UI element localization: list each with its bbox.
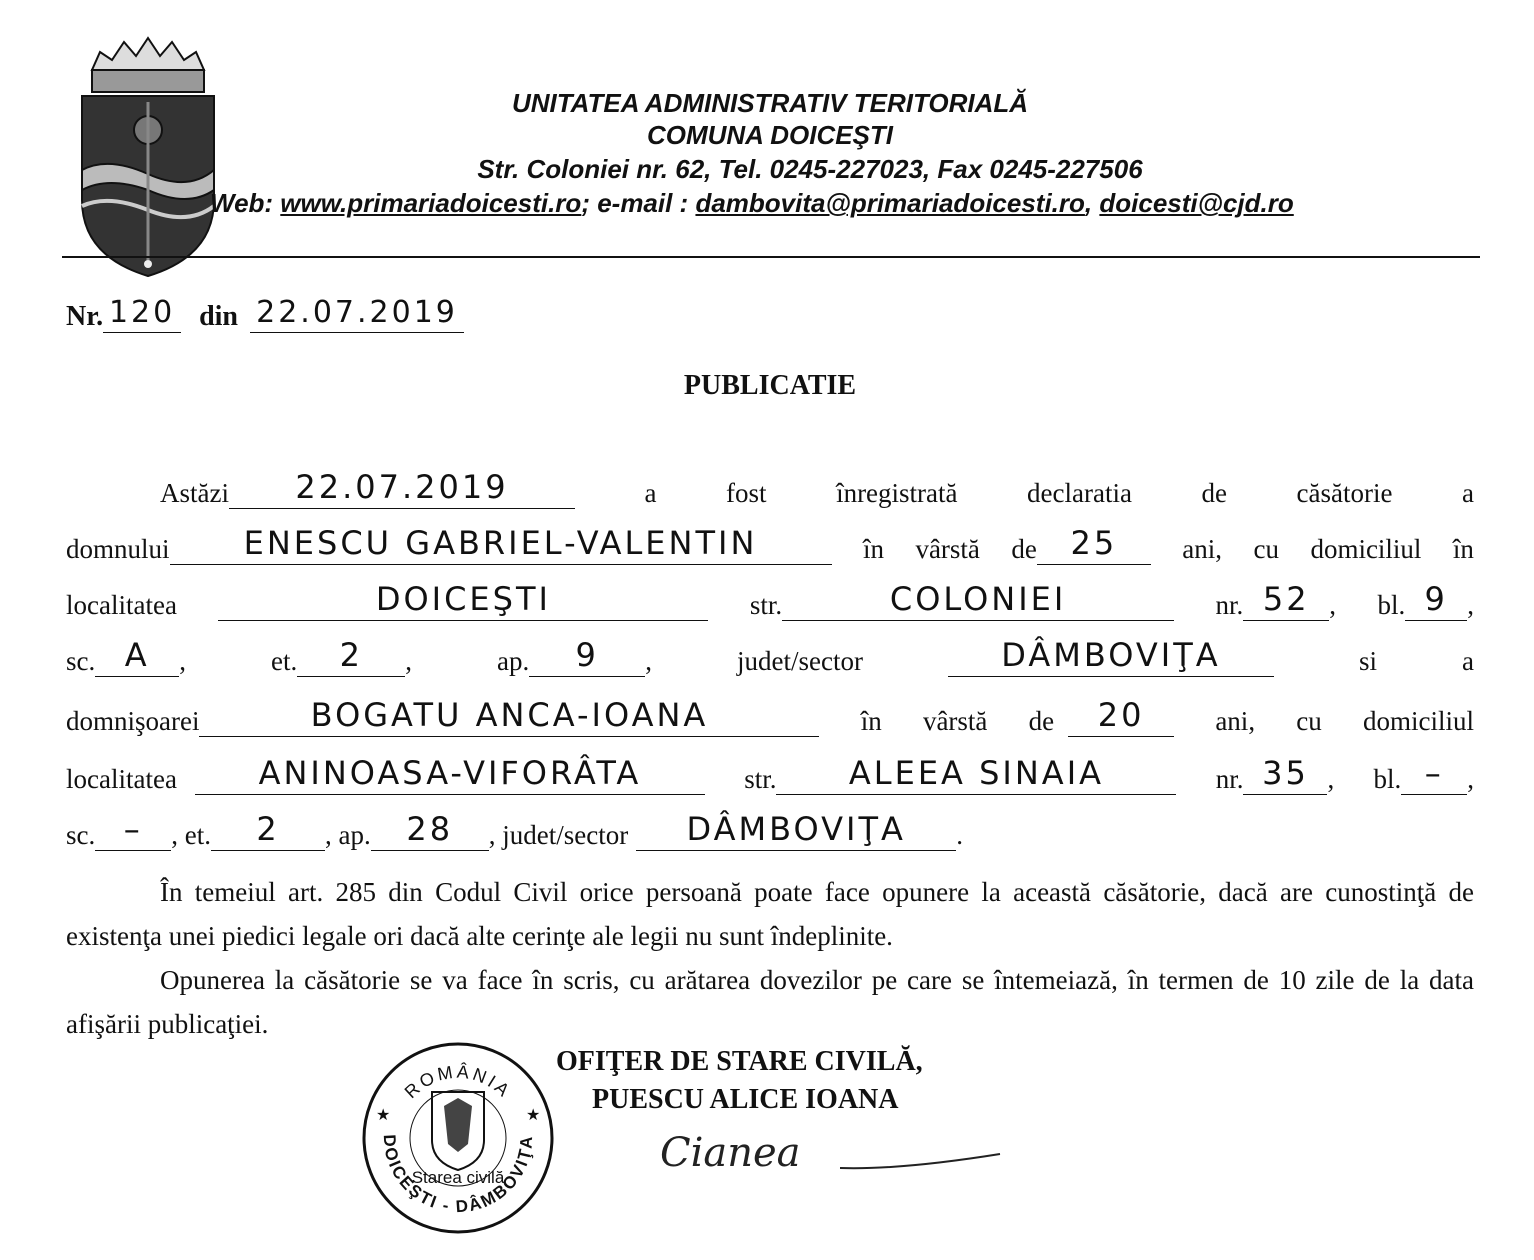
date-value: 22.07.2019 <box>256 295 458 330</box>
text: căsătorie <box>1296 478 1393 508</box>
bride-locality-field <box>195 754 705 795</box>
text: domiciliul <box>1363 706 1474 736</box>
bride-bl: – <box>1424 754 1444 792</box>
groom-nr: 52 <box>1262 580 1310 618</box>
header-commune: COMUNA DOICEŞTI <box>646 120 894 150</box>
stamp-top-text: ROMÂNIA <box>400 1061 516 1103</box>
bride-name: BOGATU ANCA-IOANA <box>310 696 709 734</box>
nr-field <box>103 295 181 333</box>
text: si <box>1358 646 1377 676</box>
date-field <box>250 295 464 333</box>
groom-locality: DOICEŞTI <box>375 580 551 618</box>
text: sc. <box>66 646 96 676</box>
bride-ap-field <box>371 810 489 851</box>
email-separator: , <box>1084 188 1100 218</box>
line-7 <box>66 810 963 851</box>
text: , <box>645 646 652 676</box>
text: , <box>179 646 186 676</box>
text: bl. <box>1377 590 1406 620</box>
line-3 <box>66 580 1474 621</box>
line-6 <box>66 754 1474 795</box>
bride-age-field <box>1068 696 1174 737</box>
text: , ap. <box>325 820 371 850</box>
text: judet/sector <box>736 646 863 676</box>
header-divider <box>62 256 1480 258</box>
groom-street: COLONIEI <box>889 580 1067 618</box>
astazi-label: Astăzi <box>160 478 229 508</box>
line-5 <box>66 696 1474 737</box>
text: declaratia <box>1027 478 1132 508</box>
groom-age-field <box>1037 524 1151 565</box>
bride-name-field <box>199 696 819 737</box>
text: localitatea <box>66 764 177 794</box>
text: localitatea <box>66 590 177 620</box>
email-link-2[interactable]: doicesti@cjd.ro <box>1099 188 1294 218</box>
officer-role: OFIŢER DE STARE CIVILĂ, <box>556 1046 923 1077</box>
bride-county-field <box>636 810 956 851</box>
text: et. <box>271 646 298 676</box>
bride-nr: 35 <box>1262 754 1309 792</box>
bride-sc: – <box>123 810 143 848</box>
text: , <box>405 646 412 676</box>
text: fost <box>726 478 767 508</box>
nr-value: 120 <box>108 295 176 330</box>
groom-name-field <box>170 524 832 565</box>
groom-bl-field <box>1405 580 1467 621</box>
groom-locality-field <box>218 580 708 621</box>
text: ani, <box>1215 706 1256 736</box>
text: , judet/sector <box>488 820 629 850</box>
din-label: din <box>199 301 239 332</box>
registration-date: 22.07.2019 <box>295 468 509 506</box>
bride-bl-field <box>1401 754 1467 795</box>
coat-of-arms-logo <box>78 30 238 280</box>
bride-locality: ANINOASA-VIFORÂTA <box>258 754 642 792</box>
email-label: ; e-mail : <box>581 188 696 218</box>
text: vârstă <box>922 706 988 736</box>
text: . <box>956 820 963 850</box>
stamp-bottom-text: DOICEŞTI - DÂMBOVIŢA <box>379 1133 537 1217</box>
groom-street-field <box>782 580 1174 621</box>
text: de <box>1201 478 1227 508</box>
handwritten-signature: Cianea <box>660 1130 801 1176</box>
text: a <box>644 478 657 508</box>
text: în <box>1452 534 1474 564</box>
legal-paragraph-1: În temeiul art. 285 din Codul Civil orice persoană poate face opunere la această căsătorie, dacă are cunostinţă de existenţa unei piedici legale ori dacă alte cerinţe ale legii nu sunt îndeplinite. <box>66 877 1474 951</box>
groom-et-field <box>297 636 405 677</box>
signature-stroke <box>840 1146 1010 1176</box>
text: în <box>860 706 882 736</box>
web-link[interactable]: www.primariadoicesti.ro <box>280 188 582 218</box>
text: bl. <box>1373 764 1402 794</box>
civil-status-stamp <box>360 1040 556 1236</box>
text: domiciliul <box>1310 534 1422 564</box>
text: înregistrată <box>836 478 958 508</box>
groom-ap-field <box>529 636 645 677</box>
line-4 <box>66 636 1474 677</box>
text: în <box>862 534 884 564</box>
groom-nr-field <box>1243 580 1329 621</box>
nr-label: Nr. <box>66 301 104 332</box>
text: vârstă <box>915 534 980 564</box>
groom-name: ENESCU GABRIEL-VALENTIN <box>243 524 758 562</box>
text: a <box>1461 478 1474 508</box>
officer-name: PUESCU ALICE IOANA <box>592 1084 899 1115</box>
bride-street: ALEEA SINAIA <box>848 754 1105 792</box>
line-2 <box>66 524 1474 565</box>
text: , <box>1467 590 1474 620</box>
bride-county: DÂMBOVIŢA <box>686 810 906 848</box>
text: cu <box>1296 706 1322 736</box>
text: domnului <box>66 534 170 564</box>
text: nr. <box>1215 764 1244 794</box>
groom-bl: 9 <box>1424 580 1448 618</box>
legal-paragraph-2: Opunerea la căsătorie se va face în scris, cu arătarea dovezilor pe care se întemeiază, în termen de 10 zile de la data afişării publicaţiei. <box>66 965 1474 1039</box>
groom-sc: A <box>124 636 150 674</box>
text: , <box>1467 764 1474 794</box>
header-address: Str. Coloniei nr. 62, Tel. 0245-227023, Fax 0245-227506 <box>477 154 1143 184</box>
svg-text:★: ★ <box>376 1107 391 1124</box>
bride-street-field <box>776 754 1176 795</box>
text: , <box>1329 590 1337 620</box>
text: domnişoarei <box>66 706 200 736</box>
text: cu <box>1253 534 1279 564</box>
document-title: PUBLICATIE <box>683 370 857 401</box>
bride-ap: 28 <box>406 810 454 848</box>
bride-et: 2 <box>256 810 280 848</box>
svg-text:ROMÂNIA <box>401 1062 516 1103</box>
groom-ap: 9 <box>575 636 599 674</box>
svg-text:★: ★ <box>526 1107 541 1124</box>
line-1 <box>160 468 1474 509</box>
text: de <box>1028 706 1055 736</box>
registration-date-field <box>229 468 575 509</box>
email-link-1[interactable]: dambovita@primariadoicesti.ro <box>695 188 1085 218</box>
text: de <box>1011 534 1037 564</box>
groom-age: 25 <box>1070 524 1118 562</box>
text: a <box>1461 646 1474 676</box>
text: ani, <box>1182 534 1223 564</box>
text: str. <box>744 764 777 794</box>
text: nr. <box>1215 590 1244 620</box>
bride-age: 20 <box>1097 696 1145 734</box>
bride-sc-field <box>95 810 171 851</box>
bride-et-field <box>211 810 325 851</box>
text: ap. <box>497 646 530 676</box>
bride-nr-field <box>1243 754 1327 795</box>
text: sc. <box>66 820 96 850</box>
text: str. <box>749 590 783 620</box>
header-contact <box>210 188 1294 219</box>
web-label: Web: <box>210 188 281 218</box>
groom-et: 2 <box>339 636 363 674</box>
groom-sc-field <box>95 636 179 677</box>
header-unit: UNITATEA ADMINISTRATIV TERITORIALĂ <box>511 88 1029 118</box>
text: , <box>1327 764 1335 794</box>
text: , et. <box>171 820 211 850</box>
groom-county: DÂMBOVIŢA <box>1001 636 1221 674</box>
stamp-middle-text: Starea civilă <box>411 1168 505 1187</box>
groom-county-field <box>948 636 1274 677</box>
reference-line <box>66 295 464 333</box>
